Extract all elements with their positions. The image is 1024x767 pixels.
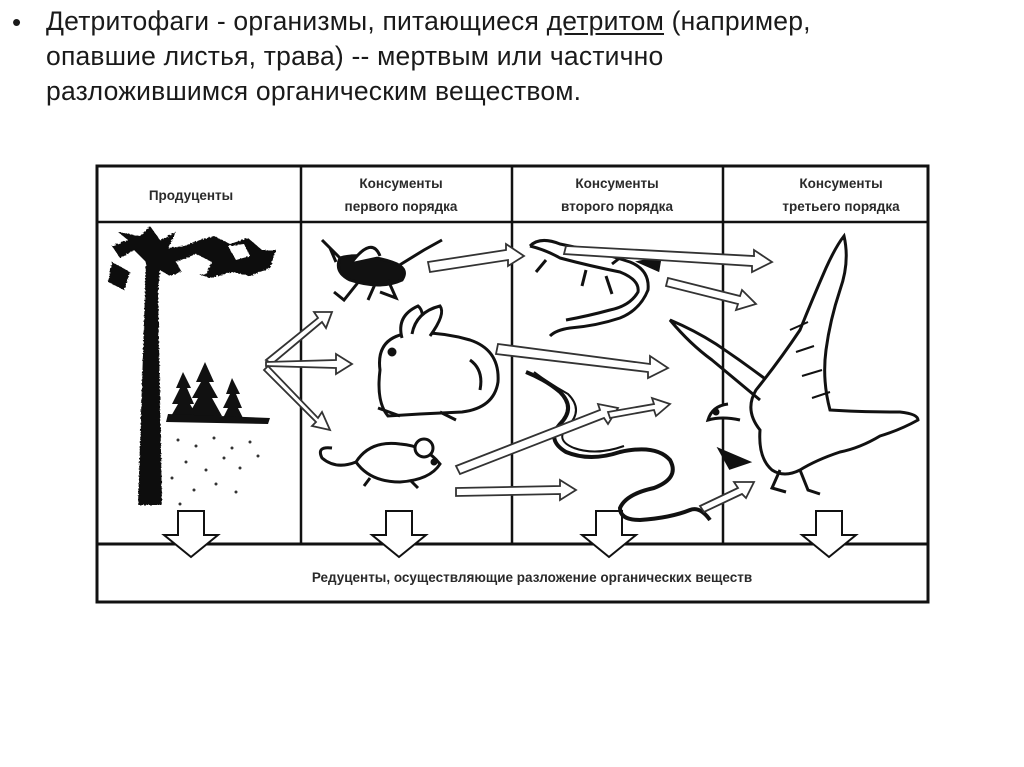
grass-dots (171, 437, 260, 506)
header-consumers1-line2: первого порядка (344, 199, 458, 214)
header-consumers1-line1: Консументы (359, 176, 443, 191)
header-consumers2-line1: Консументы (575, 176, 659, 191)
bullet-text-start: Детритофаги - организмы, питающиеся (46, 6, 547, 36)
arrow-icon (456, 480, 576, 500)
down-arrow-icon (372, 511, 426, 557)
down-arrow-icon (802, 511, 856, 557)
arrow-icon (700, 482, 754, 512)
header-consumers3-line1: Консументы (799, 176, 883, 191)
arrow-icon (264, 366, 330, 430)
spruce-icon (166, 362, 270, 424)
arrow-icon (266, 312, 332, 364)
mouse-icon (320, 439, 440, 488)
header-producers: Продуценты (148, 188, 234, 203)
grasshopper-icon (322, 240, 442, 300)
header-consumers3-line2: третьего порядка (782, 199, 900, 214)
rabbit-icon (378, 306, 498, 420)
arrow-icon (496, 344, 668, 378)
decomposers-label: Редуценты, осуществляющие разложение органических веществ (311, 570, 753, 585)
down-arrow-icon (164, 511, 218, 557)
bullet-marker: • (12, 7, 22, 37)
header-consumers2-line2: второго порядка (561, 199, 673, 214)
tree-icon (108, 226, 276, 505)
arrow-icon (428, 244, 524, 272)
snake-icon (526, 372, 710, 520)
detritus-link-word: детритом (546, 6, 665, 36)
arrow-icon (456, 404, 618, 474)
bullet-text-line1-end: (например, (664, 6, 811, 36)
energy-arrows (264, 244, 772, 512)
down-arrows (164, 511, 856, 557)
bullet-line-2: опавшие листья, трава) -- мертвым или частично (46, 41, 664, 71)
bullet-line-3: разложившимся органическим веществом. (46, 76, 582, 106)
eagle-icon (670, 236, 918, 494)
arrow-icon (666, 278, 756, 310)
